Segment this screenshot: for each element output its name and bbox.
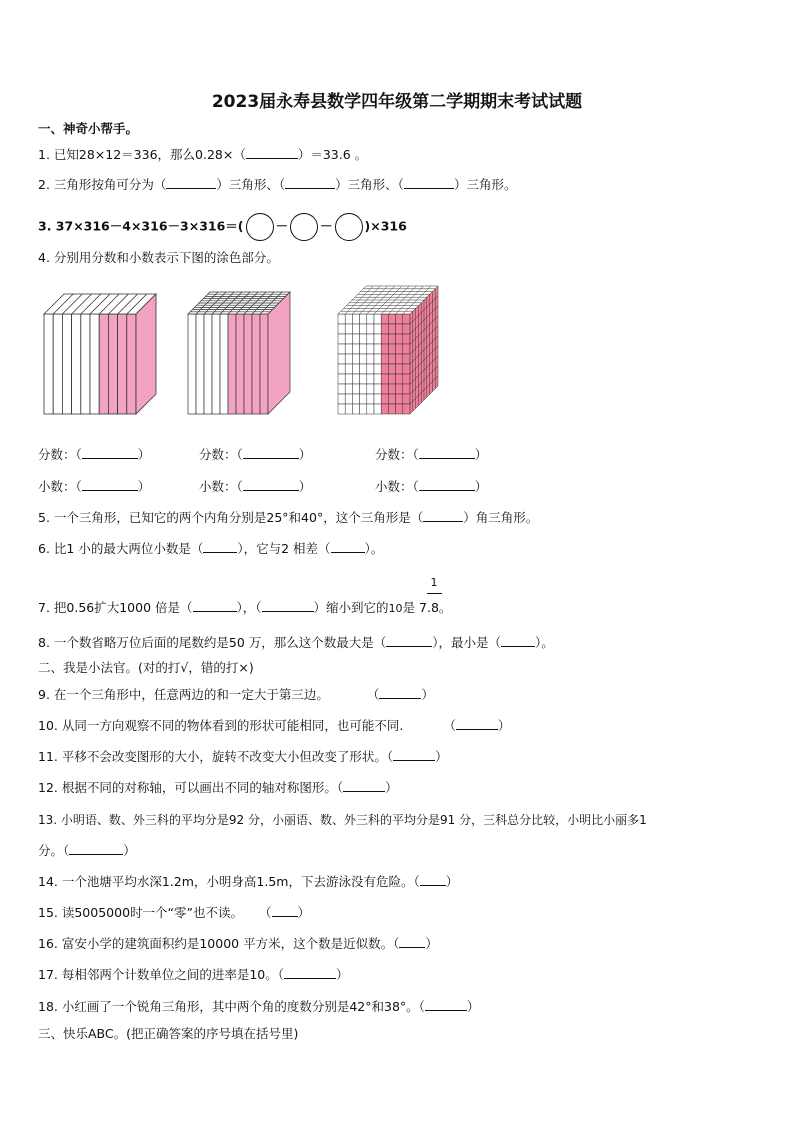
fig3-cell [367, 354, 374, 364]
q4-fraction-blank-2[interactable] [243, 447, 299, 459]
q8-blank-2[interactable] [501, 635, 535, 647]
fig2-side [268, 292, 290, 414]
fig2-column [244, 314, 252, 414]
fig3-cell [396, 394, 403, 404]
q6-blank-1[interactable] [203, 541, 237, 553]
q15-blank[interactable] [272, 905, 298, 917]
q8-text-end: ）。 [535, 635, 554, 650]
fig3-cell [338, 334, 345, 344]
fig3-cell [338, 354, 345, 364]
fig3-cell [345, 334, 352, 344]
fig3-cell [403, 374, 410, 384]
fig3-cell [403, 364, 410, 374]
q14-text: 14. 一个池塘平均水深1.2m，小明身高1.5m，下去游泳没有危险。（ [38, 874, 420, 889]
q6-text: ），它与2 相差（ [237, 541, 331, 556]
figure-cube-3 [334, 284, 444, 424]
fig3-cell [396, 364, 403, 374]
fig3-cell [360, 354, 367, 364]
q13-text: 分。（ [38, 843, 70, 858]
fig3-cell [403, 324, 410, 334]
fig3-cell [374, 314, 381, 324]
question-7 [38, 600, 451, 617]
q13-blank[interactable] [69, 843, 123, 855]
q17-text: 17. 每相邻两个计数单位之间的进率是10。（ [38, 967, 285, 982]
fig1-column [72, 314, 81, 414]
fig3-cell [388, 364, 395, 374]
q3-text-end: )×316 [364, 218, 407, 234]
fig3-cell [367, 404, 374, 414]
fig3-cell [396, 384, 403, 394]
fig3-cell [374, 354, 381, 364]
q7-text: ），（ [236, 600, 262, 615]
fig3-cell [352, 384, 359, 394]
fig3-cell [352, 354, 359, 364]
question-5 [38, 510, 538, 526]
fig3-cell [345, 364, 352, 374]
fig3-cell [360, 364, 367, 374]
fig3-cell [360, 344, 367, 354]
question-1 [38, 147, 367, 163]
fig3-cell [360, 324, 367, 334]
q9-blank[interactable] [379, 687, 421, 699]
label: 分数：（ [199, 447, 243, 462]
fig3-cell [396, 374, 403, 384]
q16-blank[interactable] [399, 936, 425, 948]
q3-circle-1[interactable] [246, 213, 274, 241]
q4-decimal-2 [199, 479, 311, 495]
q11-blank[interactable] [393, 749, 435, 761]
q17-paren: ） [336, 967, 349, 982]
fig3-cell [403, 314, 410, 324]
fig3-cell [396, 404, 403, 414]
q4-fraction-3 [375, 447, 487, 463]
fig3-cell [345, 324, 352, 334]
fig3-cell [388, 314, 395, 324]
fig3-cell [352, 394, 359, 404]
section-heading-2: 二、我是小法官。(对的打√，错的打×) [38, 660, 254, 675]
fig3-cell [360, 404, 367, 414]
q3-text: 3. 37×316－4×316－3×316＝( [38, 218, 244, 234]
q8-text: 8. 一个数省略万位后面的尾数约是50 万，那么这个数最大是（ [38, 635, 387, 650]
fig1-column [62, 314, 71, 414]
q4-fraction-blank-3[interactable] [419, 447, 475, 459]
q3-op: － [320, 218, 333, 234]
fig3-cell [345, 344, 352, 354]
q6-text: 6. 比1 小的最大两位小数是（ [38, 541, 204, 556]
fig3-cell [381, 324, 388, 334]
fig3-cell [374, 374, 381, 384]
fig3-cell [338, 374, 345, 384]
fig3-cell [367, 364, 374, 374]
fig3-cell [367, 334, 374, 344]
fig2-column [188, 314, 196, 414]
q8-blank-1[interactable] [386, 635, 432, 647]
label: ） [474, 479, 488, 494]
fig3-cell [381, 354, 388, 364]
fig3-cell [360, 314, 367, 324]
fig3-cell [338, 314, 345, 324]
label: 分数：（ [38, 447, 82, 462]
fig3-cell [374, 344, 381, 354]
fig1-column [81, 314, 90, 414]
fig3-cell [352, 324, 359, 334]
question-18 [38, 999, 479, 1015]
q18-paren: ） [466, 999, 480, 1014]
question-8 [38, 635, 554, 651]
fig3-cell [345, 394, 352, 404]
fig1-column [99, 314, 108, 414]
fig3-cell [360, 394, 367, 404]
fig3-cell [381, 314, 388, 324]
question-11 [38, 749, 448, 765]
fig3-cell [374, 334, 381, 344]
fig3-cell [352, 314, 359, 324]
q7-blank-2[interactable] [262, 600, 314, 612]
fig2-column [260, 314, 268, 414]
q10-paren: ） [497, 718, 511, 733]
fig3-cell [381, 404, 388, 414]
fig3-cell [403, 334, 410, 344]
fig3-cell [338, 404, 345, 414]
label: 分数：（ [375, 447, 419, 462]
q2-text: ）三角形、（ [335, 177, 404, 192]
fig3-cell [396, 334, 403, 344]
label: ） [474, 447, 488, 462]
fig3-cell [381, 344, 388, 354]
fig3-cell [345, 404, 352, 414]
q14-paren: ） [445, 874, 459, 889]
question-9 [38, 687, 434, 703]
fig3-cell [396, 314, 403, 324]
fig2-column [220, 314, 228, 414]
q4-decimal-1 [38, 479, 150, 495]
label: 小数：（ [38, 479, 82, 494]
label: 小数：（ [199, 479, 243, 494]
figure-cube-1 [40, 284, 160, 424]
fig3-cell [403, 384, 410, 394]
fig3-cell [352, 334, 359, 344]
fig2-column [236, 314, 244, 414]
q2-blank-3[interactable] [404, 177, 454, 189]
fig3-cell [338, 324, 345, 334]
question-13-line-2 [38, 843, 136, 859]
fig3-cell [388, 384, 395, 394]
question-10 [38, 718, 510, 734]
q17-blank[interactable] [284, 967, 336, 979]
fig3-cell [367, 384, 374, 394]
question-16 [38, 936, 438, 952]
q14-blank[interactable] [420, 874, 446, 886]
fig3-cell [403, 354, 410, 364]
question-3 [38, 213, 407, 241]
q16-text: 16. 富安小学的建筑面积约是10000 平方米，这个数是近似数。（ [38, 936, 400, 951]
question-17 [38, 967, 349, 983]
q9-text: 9. 在一个三角形中，任意两边的和一定大于第三边。 [38, 687, 329, 702]
q12-text: 12. 根据不同的对称轴，可以画出不同的轴对称图形。（ [38, 780, 344, 795]
fig3-cell [360, 384, 367, 394]
fig3-cell [396, 344, 403, 354]
q12-paren: ） [385, 780, 398, 795]
q15-paren: ） [297, 905, 311, 920]
q18-text: 18. 小红画了一个锐角三角形，其中两个角的度数分别是42°和38°。（ [38, 999, 425, 1014]
fig3-cell [396, 324, 403, 334]
question-12 [38, 780, 398, 796]
q18-blank[interactable] [425, 999, 467, 1011]
q7-fraction-numerator: 1 [430, 576, 438, 589]
fig1-column [44, 314, 53, 414]
q2-blank-2[interactable] [285, 177, 335, 189]
q4-decimal-blank-3[interactable] [419, 479, 475, 491]
label: ） [137, 479, 151, 494]
q4-decimal-3 [375, 479, 487, 495]
question-14 [38, 874, 458, 890]
q1-text: 1. 已知28×12＝336，那么0.28×（ [38, 147, 246, 162]
fig3-cell [381, 334, 388, 344]
q1-text-end: ）＝33.6 。 [297, 147, 368, 162]
q9-paren: ） [421, 687, 434, 702]
fig2-column [212, 314, 220, 414]
question-15 [38, 905, 310, 921]
fig3-cell [374, 394, 381, 404]
fig3-cell [388, 324, 395, 334]
q6-blank-2[interactable] [331, 541, 365, 553]
fig1-column [90, 314, 99, 414]
fig1-side [136, 294, 156, 414]
fig3-cell [345, 384, 352, 394]
page-title: 2023届永寿县数学四年级第二学期期末考试试题 [211, 92, 583, 112]
fig3-cell [338, 384, 345, 394]
fig3-cell [345, 314, 352, 324]
fig3-cell [381, 394, 388, 404]
fig2-column [204, 314, 212, 414]
fig3-cell [367, 314, 374, 324]
label: ） [298, 447, 312, 462]
q5-text: 5. 一个三角形，已知它的两个内角分别是25°和40°，这个三角形是（ [38, 510, 424, 525]
q7-fraction-bar [427, 593, 442, 594]
label: ） [298, 479, 312, 494]
q10-paren: （ [443, 718, 456, 733]
q3-circle-2[interactable] [290, 213, 318, 241]
fig3-cell [388, 334, 395, 344]
fig3-cell [374, 324, 381, 334]
question-13-line-1: 13. 小明语、数、外三科的平均分是92 分，小丽语、数、外三科的平均分是91 分，三科总分比较，小明比小丽多1 [38, 813, 647, 827]
fig3-cell [367, 394, 374, 404]
fig1-column [108, 314, 117, 414]
fig3-cell [367, 374, 374, 384]
fig2-column [228, 314, 236, 414]
fig3-cell [388, 394, 395, 404]
q5-blank[interactable] [423, 510, 463, 522]
fig3-cell [381, 384, 388, 394]
q3-op: － [275, 218, 289, 234]
q4-fraction-1 [38, 447, 150, 463]
q8-text: ），最小是（ [432, 635, 502, 650]
fig3-cell [367, 324, 374, 334]
fig3-cell [388, 354, 395, 364]
q2-text: ）三角形。 [453, 177, 517, 192]
q12-blank[interactable] [343, 780, 385, 792]
fig3-cell [345, 354, 352, 364]
fig3-cell [388, 344, 395, 354]
q15-paren: （ [258, 905, 272, 920]
fig2-column [196, 314, 204, 414]
q11-paren: ） [435, 749, 448, 764]
q4-decimal-blank-2[interactable] [243, 479, 299, 491]
fig3-cell [352, 344, 359, 354]
fig3-cell [338, 364, 345, 374]
q4-fraction-blank-1[interactable] [82, 447, 138, 459]
q7-blank-1[interactable] [193, 600, 237, 612]
fig1-column [127, 314, 136, 414]
q7-text-end: 是 7.8。 [402, 600, 452, 615]
figure-cube-2 [184, 284, 304, 424]
q5-text-end: ）角三角形。 [463, 510, 539, 525]
label: 小数：（ [375, 479, 419, 494]
q2-text: ）三角形、（ [216, 177, 286, 192]
fig3-cell [374, 384, 381, 394]
fig3-cell [352, 374, 359, 384]
fig3-cell [403, 394, 410, 404]
q1-blank[interactable] [246, 147, 298, 159]
question-6 [38, 541, 383, 557]
q10-text: 10. 从同一方向观察不同的物体看到的形状可能相同，也可能不同. [38, 718, 404, 733]
q9-paren: （ [366, 687, 380, 702]
q4-decimal-blank-1[interactable] [82, 479, 138, 491]
q6-text-end: ）。 [364, 541, 384, 556]
fig3-cell [403, 344, 410, 354]
fig1-column [53, 314, 62, 414]
fig3-cell [381, 374, 388, 384]
q2-text: 2. 三角形按角可分为（ [38, 177, 167, 192]
fig3-cell [360, 334, 367, 344]
question-4: 4. 分别用分数和小数表示下图的涂色部分。 [38, 250, 279, 265]
q11-text: 11. 平移不会改变图形的大小，旋转不改变大小但改变了形状。（ [38, 749, 394, 764]
q16-paren: ） [425, 936, 438, 951]
fig3-cell [374, 404, 381, 414]
fig3-cell [352, 404, 359, 414]
q7-fraction-denominator: 10 [388, 602, 403, 615]
fig3-cell [388, 374, 395, 384]
fig3-cell [367, 344, 374, 354]
q10-blank[interactable] [456, 718, 498, 730]
fig1-column [118, 314, 127, 414]
q15-text: 15. 读5005000时一个“零”也不读。 [38, 905, 243, 920]
fig3-cell [338, 394, 345, 404]
fig2-column [252, 314, 260, 414]
fig3-cell [388, 404, 395, 414]
fig3-cell [352, 364, 359, 374]
fig3-cell [396, 354, 403, 364]
fig3-cell [345, 374, 352, 384]
q7-text: 7. 把0.56扩大1000 倍是（ [38, 600, 193, 615]
q2-blank-1[interactable] [166, 177, 216, 189]
q13-paren: ） [123, 843, 136, 858]
q7-text: ）缩小到它的 [313, 600, 389, 615]
section-heading-1: 一、神奇小帮手。 [38, 121, 139, 136]
fig3-cell [381, 364, 388, 374]
question-2 [38, 177, 516, 193]
label: ） [137, 447, 151, 462]
q4-fraction-2 [199, 447, 311, 463]
section-heading-3: 三、快乐ABC。(把正确答案的序号填在括号里) [38, 1026, 299, 1041]
fig3-cell [338, 344, 345, 354]
fig3-cell [360, 374, 367, 384]
fig3-cell [403, 404, 410, 414]
q3-circle-3[interactable] [335, 213, 363, 241]
fig3-cell [374, 364, 381, 374]
